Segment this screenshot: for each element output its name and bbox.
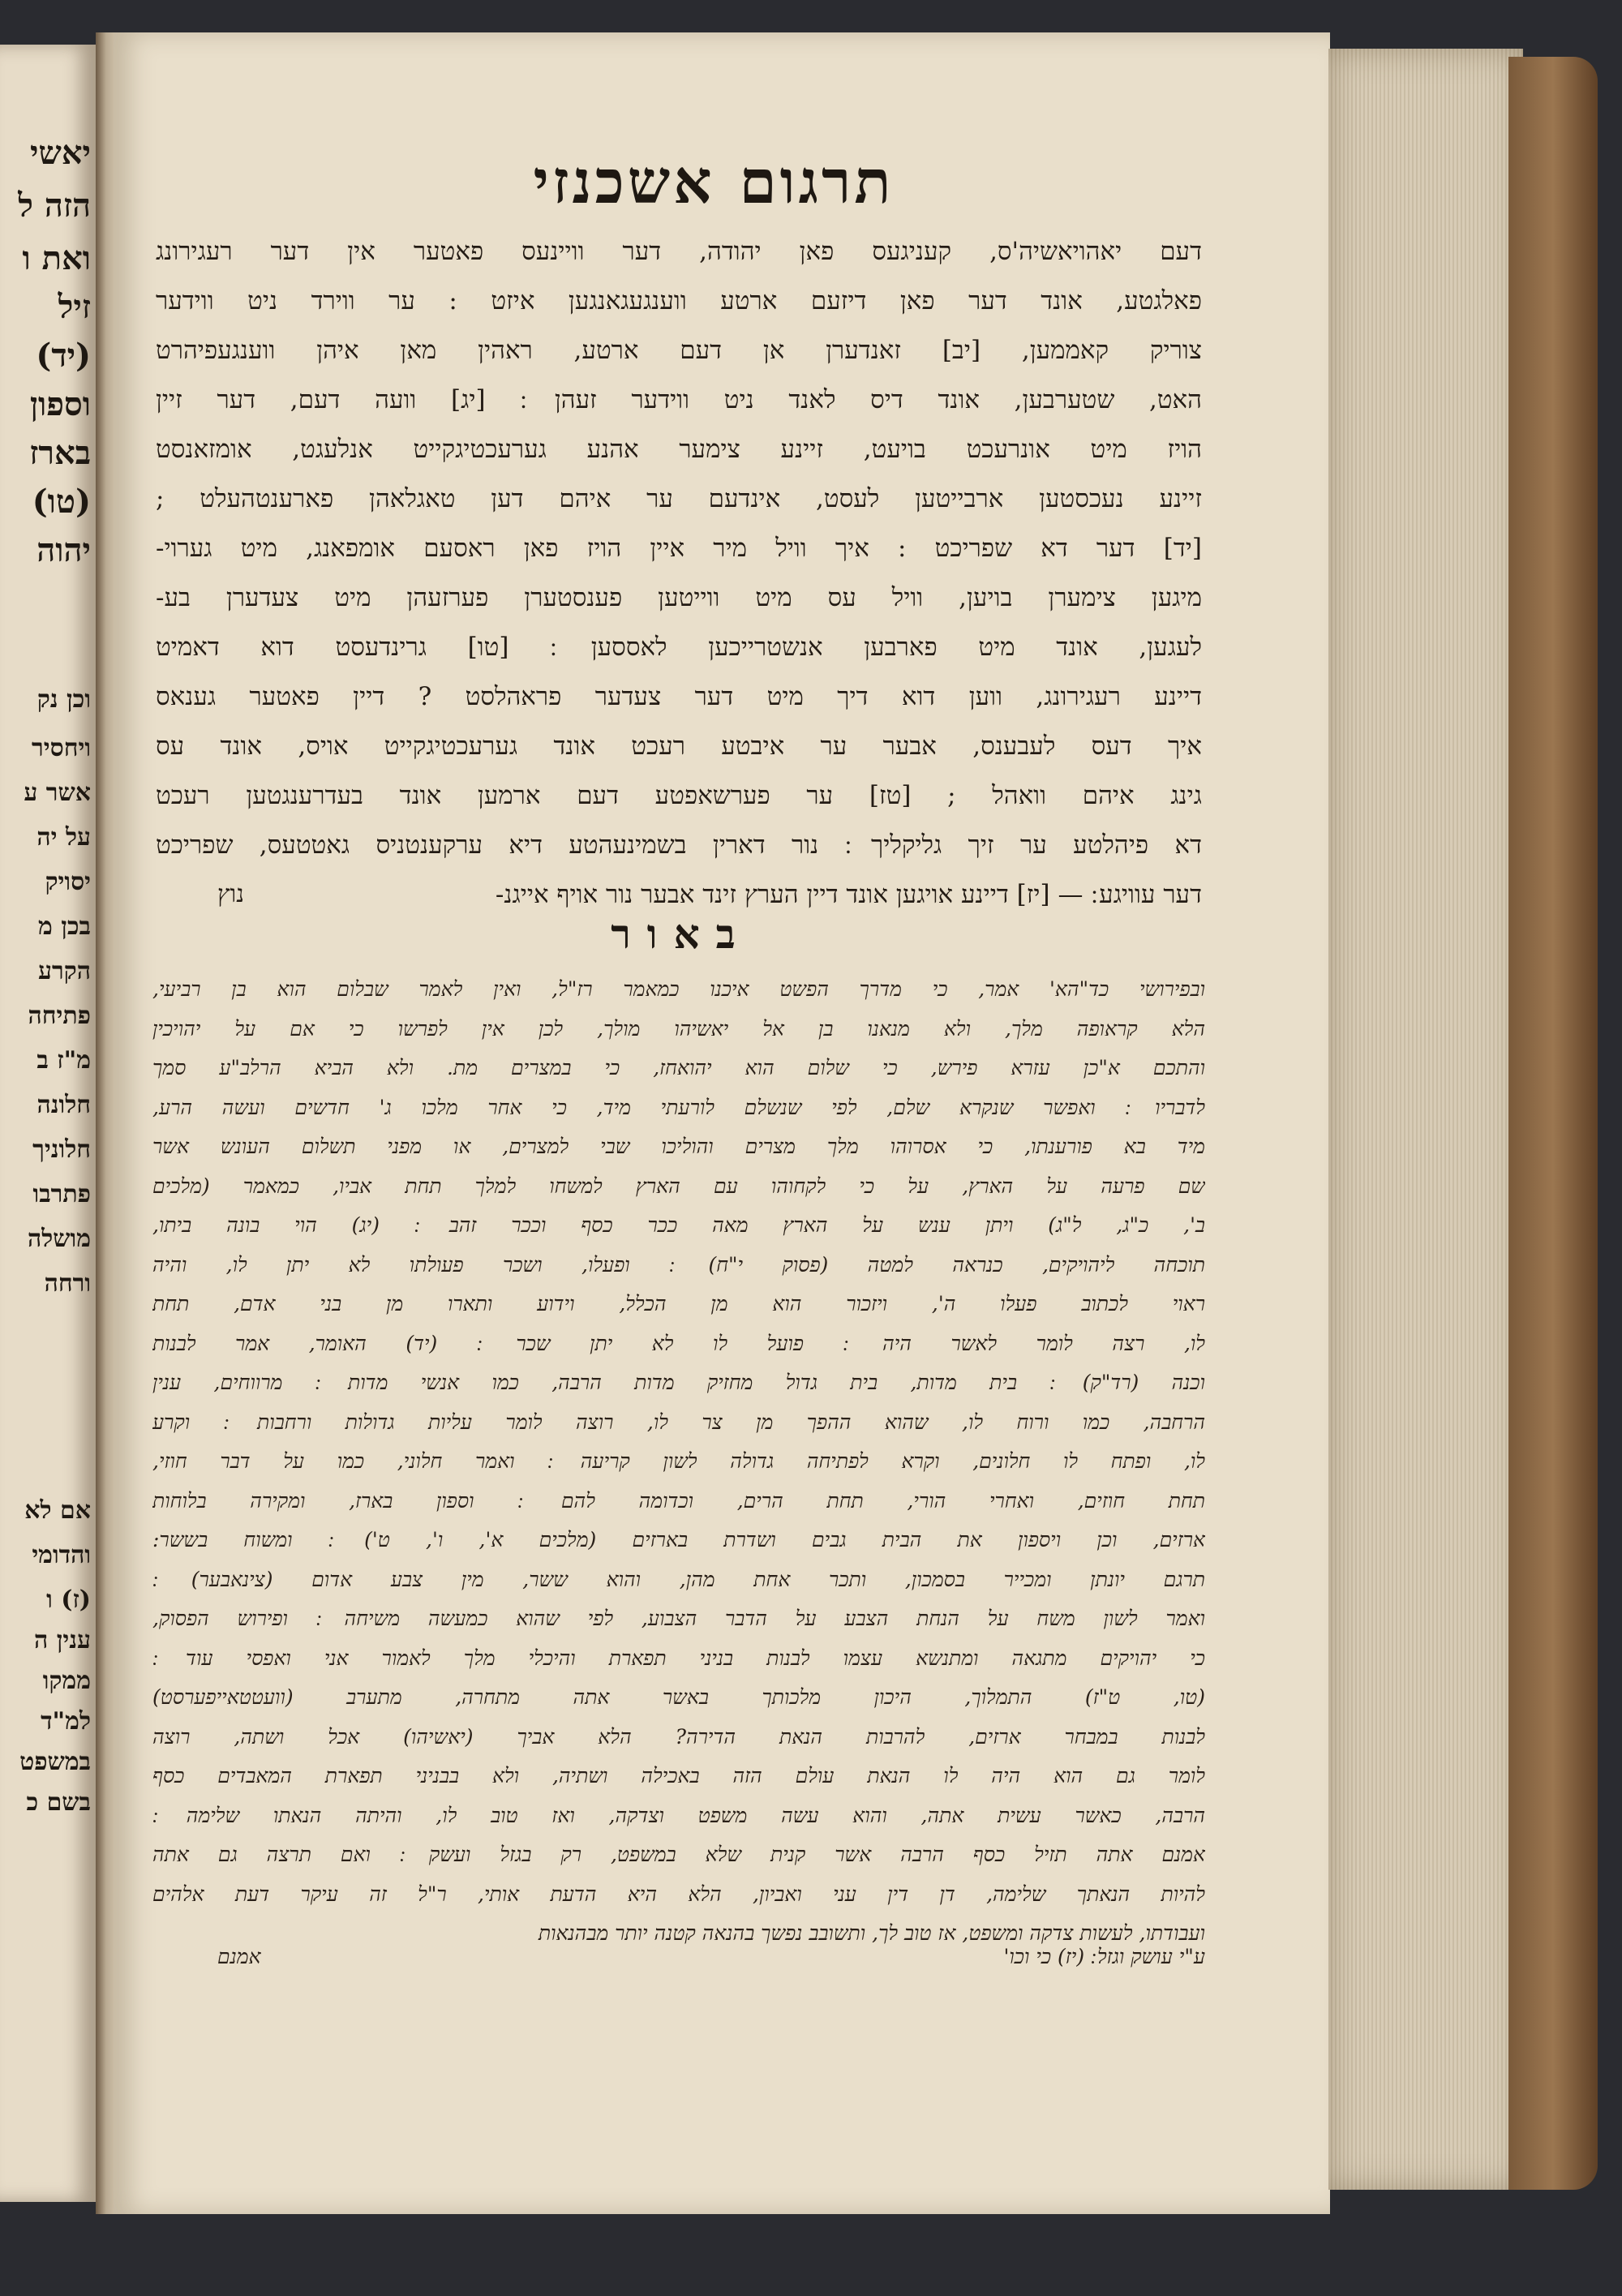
- translation-line: לעגען, אונד מיט פארבען אנשטרייכען לאססען ׃ [טו] גרינדעסט דוא דאמיט: [156, 633, 1202, 662]
- facing-page-fragment: וספון: [29, 385, 91, 423]
- facing-page-fragment: יאשי: [30, 134, 91, 172]
- translation-line: דא פיהלטע ער זיך גליקליך ׃ נור דארין בשמינעהטע דיא ערקענטניס גאטטעס, שפריכט: [156, 830, 1202, 860]
- facing-page-fragment: למ"ד: [41, 1707, 91, 1736]
- facing-page-fragment: מושלה: [28, 1225, 91, 1253]
- translation-line: הויז מיט אונרעכט בויעט, זיינע צימער אהנע גערעכטיגקייט אנלעגט, אומזאנסט: [156, 435, 1202, 464]
- facing-page-fragment: אשר ע: [24, 779, 91, 807]
- commentary-line: ארזים, וכן ויספון את הבית גבים ושדרת בארזים (מלכים א', ו', ט') ׃ ומשוח בששר:: [152, 1528, 1205, 1551]
- facing-page-fragment: הקרע: [37, 957, 91, 985]
- facing-page-fragment: ויחסיר: [32, 734, 91, 762]
- translation-line: זיינע נעכסטען ארבייטען לעסט, אינדעם ער איהם דען טאגלאהן פארענטהעלט ;: [156, 484, 1202, 513]
- commentary-line: שם פרעה על הארץ, על כי לקחוהו עם הארץ למשחו למלך תחת אביו, כמאמר (מלכים: [152, 1174, 1205, 1198]
- facing-page-fragment: יסויק: [45, 868, 91, 896]
- footer-line: ע"י עושק וגזל ׃ (יז) כי וכו': [1003, 1945, 1205, 1968]
- commentary-line: כי יהויקים מתגאה ומתנשא עצמו לבנות בניני תפארת והיכלי מלך לאמור אני ואפסי עוד ׃: [152, 1646, 1205, 1670]
- translation-line: האט, שטערבען, אונד דיס לאנד ניט ווידער זעהן ׃ [יג] וועה דעם, דער זיין: [156, 385, 1202, 414]
- commentary-line: והתכם א"כן עזרא פירש, כי שלום הוא יהואחז, כי במצרים מת. ולא הביא הרלב"ע סמך: [152, 1056, 1205, 1079]
- translation-line: גינג איהם וואהל ; [טז] ער פערשאפטע דעם ארמען אונד בעדרענגטען רעכט: [156, 781, 1202, 810]
- facing-page-fragment: פתרבו: [32, 1180, 91, 1208]
- commentary-line: אמנם אתה תזיל כסף הרבה אשר קנית שלא במשפט, רק בגזל ועשק ׃ ואם תרצה גם אתה: [152, 1843, 1205, 1866]
- commentary-line: תוכחה ליהויקים, כנראה למטה (פסוק י"ח) ׃ ופעלו, ושכר פעולתו לא יתן לו, והיה: [152, 1252, 1205, 1277]
- facing-page-fragment: אם לא: [24, 1496, 91, 1525]
- facing-page-fragment: ורחה: [44, 1269, 91, 1298]
- facing-page-fragment: בשם כ: [26, 1788, 91, 1817]
- translation-line: דעם יאהויאשיה'ס, קעניגעס פאן יהודה, דער וויינעס פאטער אין דער רעגירונג: [156, 237, 1202, 266]
- facing-page-fragment: וכן נק: [36, 685, 91, 714]
- commentary-line: לומר גם הוא היה לו הנאת עולם הזה באכילה ושתיה, ולא בבניני תפארת המאבדים כסף: [152, 1764, 1205, 1787]
- facing-page-fragment: (ז) ו: [46, 1586, 91, 1614]
- facing-page-fragment: פתיחה: [28, 1002, 91, 1030]
- commentary-line: מיד בא פורענתו, כי אסרוהו מלך מצרים והוליכו שבי למצרים, או מפני תשלום העונש אשר: [152, 1135, 1205, 1158]
- commentary-line: הרחבה, כמו ורוח לו, שהוא ההפך מן צר לו, רוצה לומר עליות גדולות ורחבות ׃ וקרע: [152, 1410, 1205, 1434]
- commentary-line: להיות הנאתך שלימה, דן דין עני ואביון, הלא היא הדעת אותי, ר"ל זה עיקר דעת אלהים: [152, 1882, 1205, 1906]
- commentary-line: לו, ופתח לו חלונים, וקרא לפתיחה גדולה לשון קריעה ׃ ואמר חלוני, כמו על דבר חוזי,: [152, 1449, 1205, 1473]
- book-cover-edge: [1508, 57, 1598, 2190]
- commentary-line: ב', כ"ג, ל"ג) ויתן ענש על הארץ מאה ככר כסף וככר זהב ׃ (יג) הוי בונה ביתו,: [152, 1213, 1205, 1237]
- translation-line: איך דעס לעבענס, אבער ער איבטע רעכט אונד גערעכטיגקייט אויס, אונד עס: [156, 732, 1202, 761]
- commentary-line: וכנה (רד"ק) ׃ בית מדות, בית גדול מחזיק מדות הרבה, כמו אנשי מדות ׃ מרווחים, ענין: [152, 1371, 1205, 1394]
- facing-page-fragment: חלונה: [36, 1091, 91, 1119]
- translation-line: פאלגטע, אונד דער פאן דיזעם ארטע ווענגעגאנגען איזט : ער ווירד ניט ווידער: [156, 286, 1202, 315]
- facing-page-fragment: ואת ו: [22, 239, 91, 277]
- translation-end-word: נוץ: [217, 880, 245, 908]
- page-title: תרגום אשכנזי: [533, 148, 895, 217]
- commentary-line: ובפירושי כד"הא' אמר, כי מדרך הפשט איכנו כמאמר רז"ל, ואין לאמר שבלום הוא בן רביעי,: [152, 977, 1205, 1001]
- catchword: אמנם: [217, 1945, 261, 1968]
- facing-page-fragment: (יד): [36, 337, 91, 375]
- commentary-line: לו, רצה לומר לאשר היה ׃ פועל לו לא יתן שכר ׃ (יד) האומר, אמר לבנות: [152, 1331, 1205, 1355]
- translation-line: צוריק קאממען, [יב] זאנדערן אן דעם ארטע, ראהין מאן איהן ווענגעפיהרט: [156, 336, 1202, 365]
- translation-text: [156, 227, 1202, 920]
- facing-page-fragment: בארז: [29, 434, 91, 472]
- facing-page-fragment: והדומי: [32, 1541, 91, 1569]
- facing-page-fragment: ממקו: [42, 1667, 91, 1695]
- commentary-line: הרבה, כאשר עשית אתה, והוא עשה משפט וצדקה, ואז טוב לו, והיתה הנאתו שלימה ׃: [152, 1803, 1205, 1827]
- commentary-line: (טו, ט"ז) התמלוך, היכון מלכותך באשר אתה מתחרה, מתערב (וועטטאייפערסט): [152, 1685, 1205, 1709]
- facing-page-fragment: ענין ה: [34, 1626, 91, 1654]
- commentary-line: ועבודתו, לעשות צדקה ומשפט, אז טוב לך, ותשובב נפשך בהנאה קטנה יותר מבהנאות: [538, 1921, 1205, 1945]
- commentary-line: לבנות במבחר ארזים, להרבות הנאת הדירה? הלא אביך (יאשיהו) אכל ושתה, רוצה: [152, 1724, 1205, 1749]
- translation-line: דער עוויגע ׃ — [יז] דיינע אויגען אונד דיין הערץ זינד אבער נור אויף אייגנ-: [495, 880, 1202, 909]
- translation-line: דיינע רעגירונג, ווען דוא דיך מיט דער צעדער פראהלסט ? דיין פאטער גענאס: [156, 682, 1202, 711]
- commentary-line: תרגם יונתן ומכייר בסמכון, ותכר אחת מהן, והוא ששר, מין צבע אדום (צינאבער) ׃: [152, 1567, 1205, 1591]
- page-fore-edge: [1328, 49, 1523, 2190]
- commentary-line: ואמר לשון משח על הנחת הצבע על הדבר הצבוע, לפי שהוא כמעשה משיחה ׃ ופירוש הפסוק,: [152, 1607, 1205, 1630]
- facing-page-fragment: בכן מ: [38, 912, 91, 941]
- facing-page-fragment: הזה ל: [18, 187, 91, 225]
- facing-page-fragment: יהוה: [36, 531, 91, 569]
- commentary-line: ראוי לכתוב פעלו ה', ויזכור הוא מן הכלל, וידוע ותארו מן בני אדם, תחת: [152, 1292, 1205, 1315]
- commentary-line: לדבריו ׃ ואפשר שנקרא שלם, לפי שנשלם לורעתי מיד, כי אחר מלכו ג' חדשים ועשה הרע,: [152, 1095, 1205, 1119]
- facing-page-fragment: מ"ז ב: [36, 1046, 91, 1075]
- facing-page-fragment: זיל: [58, 288, 91, 326]
- facing-page-fragment: על יה: [36, 823, 91, 852]
- page-footer: [152, 1945, 1205, 1977]
- facing-page-fragment: חלוניך: [32, 1135, 91, 1164]
- commentary-line: תחת חוזים, ואחרי הורי, תחת הרים, וכדומה להם ׃ וספון בארז, ומקירה בלוחות: [152, 1488, 1205, 1513]
- translation-line: מיגען צימערן בויען, וויל עס מיט ווייטען פענסטערן פערזעהן מיט צעדערן בע-: [156, 583, 1202, 612]
- facing-page-fragment: (טו): [32, 483, 91, 521]
- translation-line: [יד] דער דא שפריכט : איך וויל מיר איין הויז פאן ראסעם אומפאנג, מיט גערוי-: [156, 534, 1202, 563]
- commentary-line: הלא קראופה מלך, ולא מנאנו בן אל יאשיהו מולך, לכן אין לפרשו כי אם על יהויכין: [152, 1016, 1205, 1041]
- facing-page-fragment: במשפט: [19, 1748, 91, 1776]
- facing-page-edge: [0, 45, 96, 2202]
- biur-heading: באור: [611, 910, 752, 958]
- commentary-text: [152, 970, 1205, 1954]
